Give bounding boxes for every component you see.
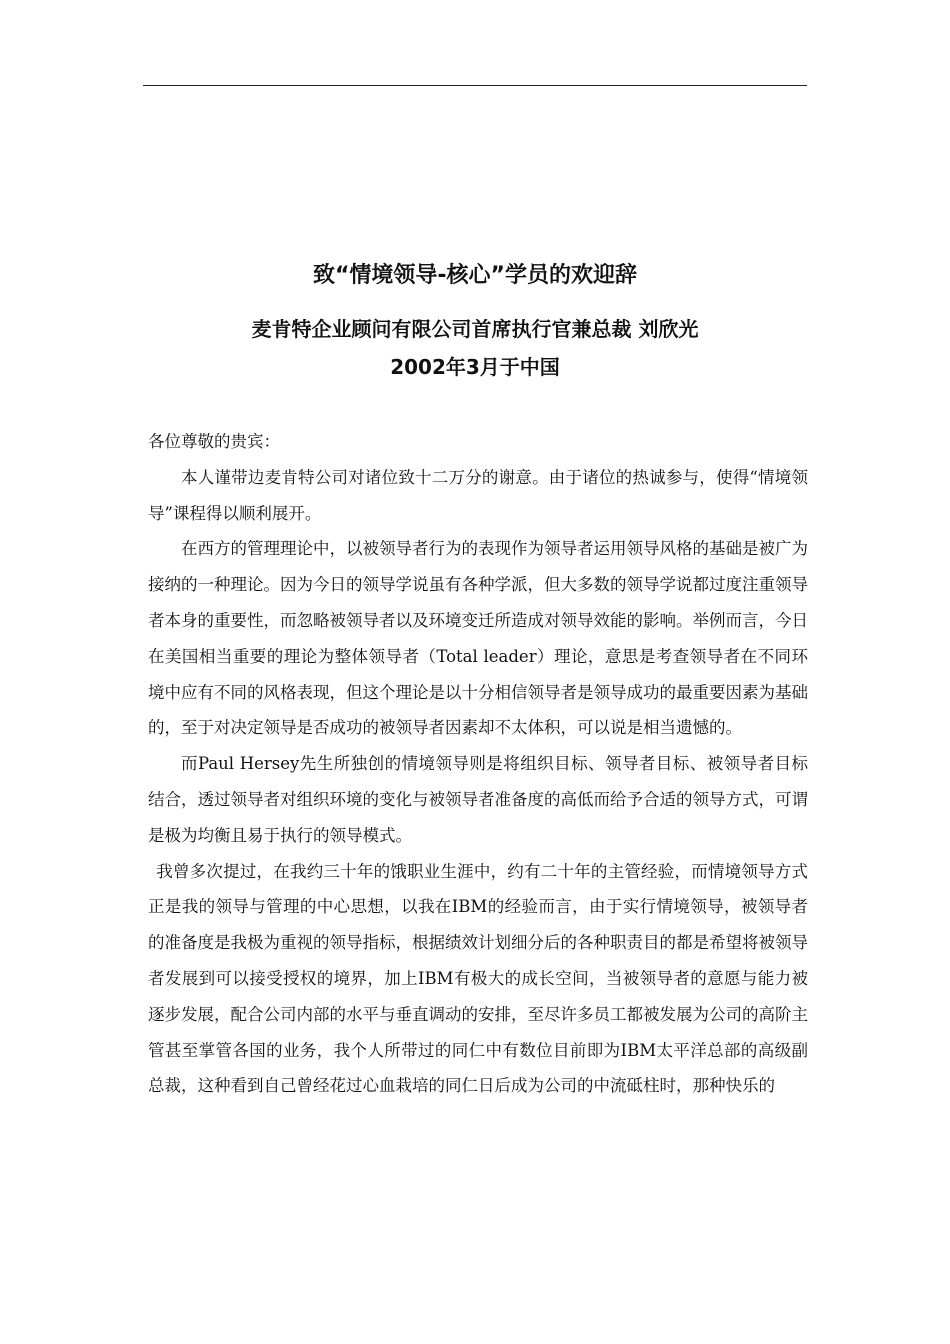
- paragraph-hersey: 而Paul Hersey先生所独创的情境领导则是将组织目标、领导者目标、被领导者目标结合，透过领导者对组织环境的变化与被领导者准备度的高低而给予合适的领导方式，可谓是极为均衡且易于执行的领导模式。: [148, 754, 808, 845]
- document-title: 致“情境领导-核心”学员的欢迎辞: [312, 263, 638, 288]
- salutation: 各位尊敬的贵宾：: [148, 432, 280, 451]
- date-line: 2002年3月于中国: [390, 355, 560, 379]
- paragraph-thanks: 本人谨带边麦肯特公司对诸位致十二万分的谢意。由于诸位的热诚参与，使得“情境领导”课程得以顺利展开。: [148, 467, 808, 523]
- author-line: 麦肯特企业顾问有限公司首席执行官兼总裁 刘欣光: [251, 317, 699, 341]
- header-rule: [143, 85, 807, 86]
- paragraph-experience: 我曾多次提过，在我约三十年的饿职业生涯中，约有二十年的主管经验，而情境领导方式正是我的领导与管理的中心思想，以我在IBM的经验而言，由于实行情境领导，被领导者的准备度是我极为重视的领导指标，根据绩效计划细分后的各种职责目的都是希望将被领导者发展到可以接受授权的境界，加上IBM有极大的成长空间，当被领导者的意愿与能力被逐步发展，配合公司内部的水平与垂直调动的安排，至尽许多员工都被发展为公司的高阶主管甚至掌管各国的业务，我个人所带过的同仁中有数位目前即为IBM太平洋总部的高级副总裁，这种看到自己曾经花过心血栽培的同仁日后成为公司的中流砥柱时，那种快乐的: [148, 861, 808, 1096]
- title-block: [143, 258, 807, 384]
- paragraph-theory: 在西方的管理理论中，以被领导者行为的表现作为领导者运用领导风格的基础是被广为接纳的一种理论。因为今日的领导学说虽有各种学派，但大多数的领导学说都过度注重领导者本身的重要性，而忽略被领导者以及环境变迁所造成对领导效能的影响。举例而言，今日在美国相当重要的理论为整体领导者（Total leader）理论，意思是考查领导者在不同环境中应有不同的风格表现，但这个理论是以十分相信领导者是领导成功的最重要因素为基础的，至于对决定领导是否成功的被领导者因素却不太体积，可以说是相当遗憾的。: [148, 539, 808, 738]
- document-body: [148, 424, 808, 1104]
